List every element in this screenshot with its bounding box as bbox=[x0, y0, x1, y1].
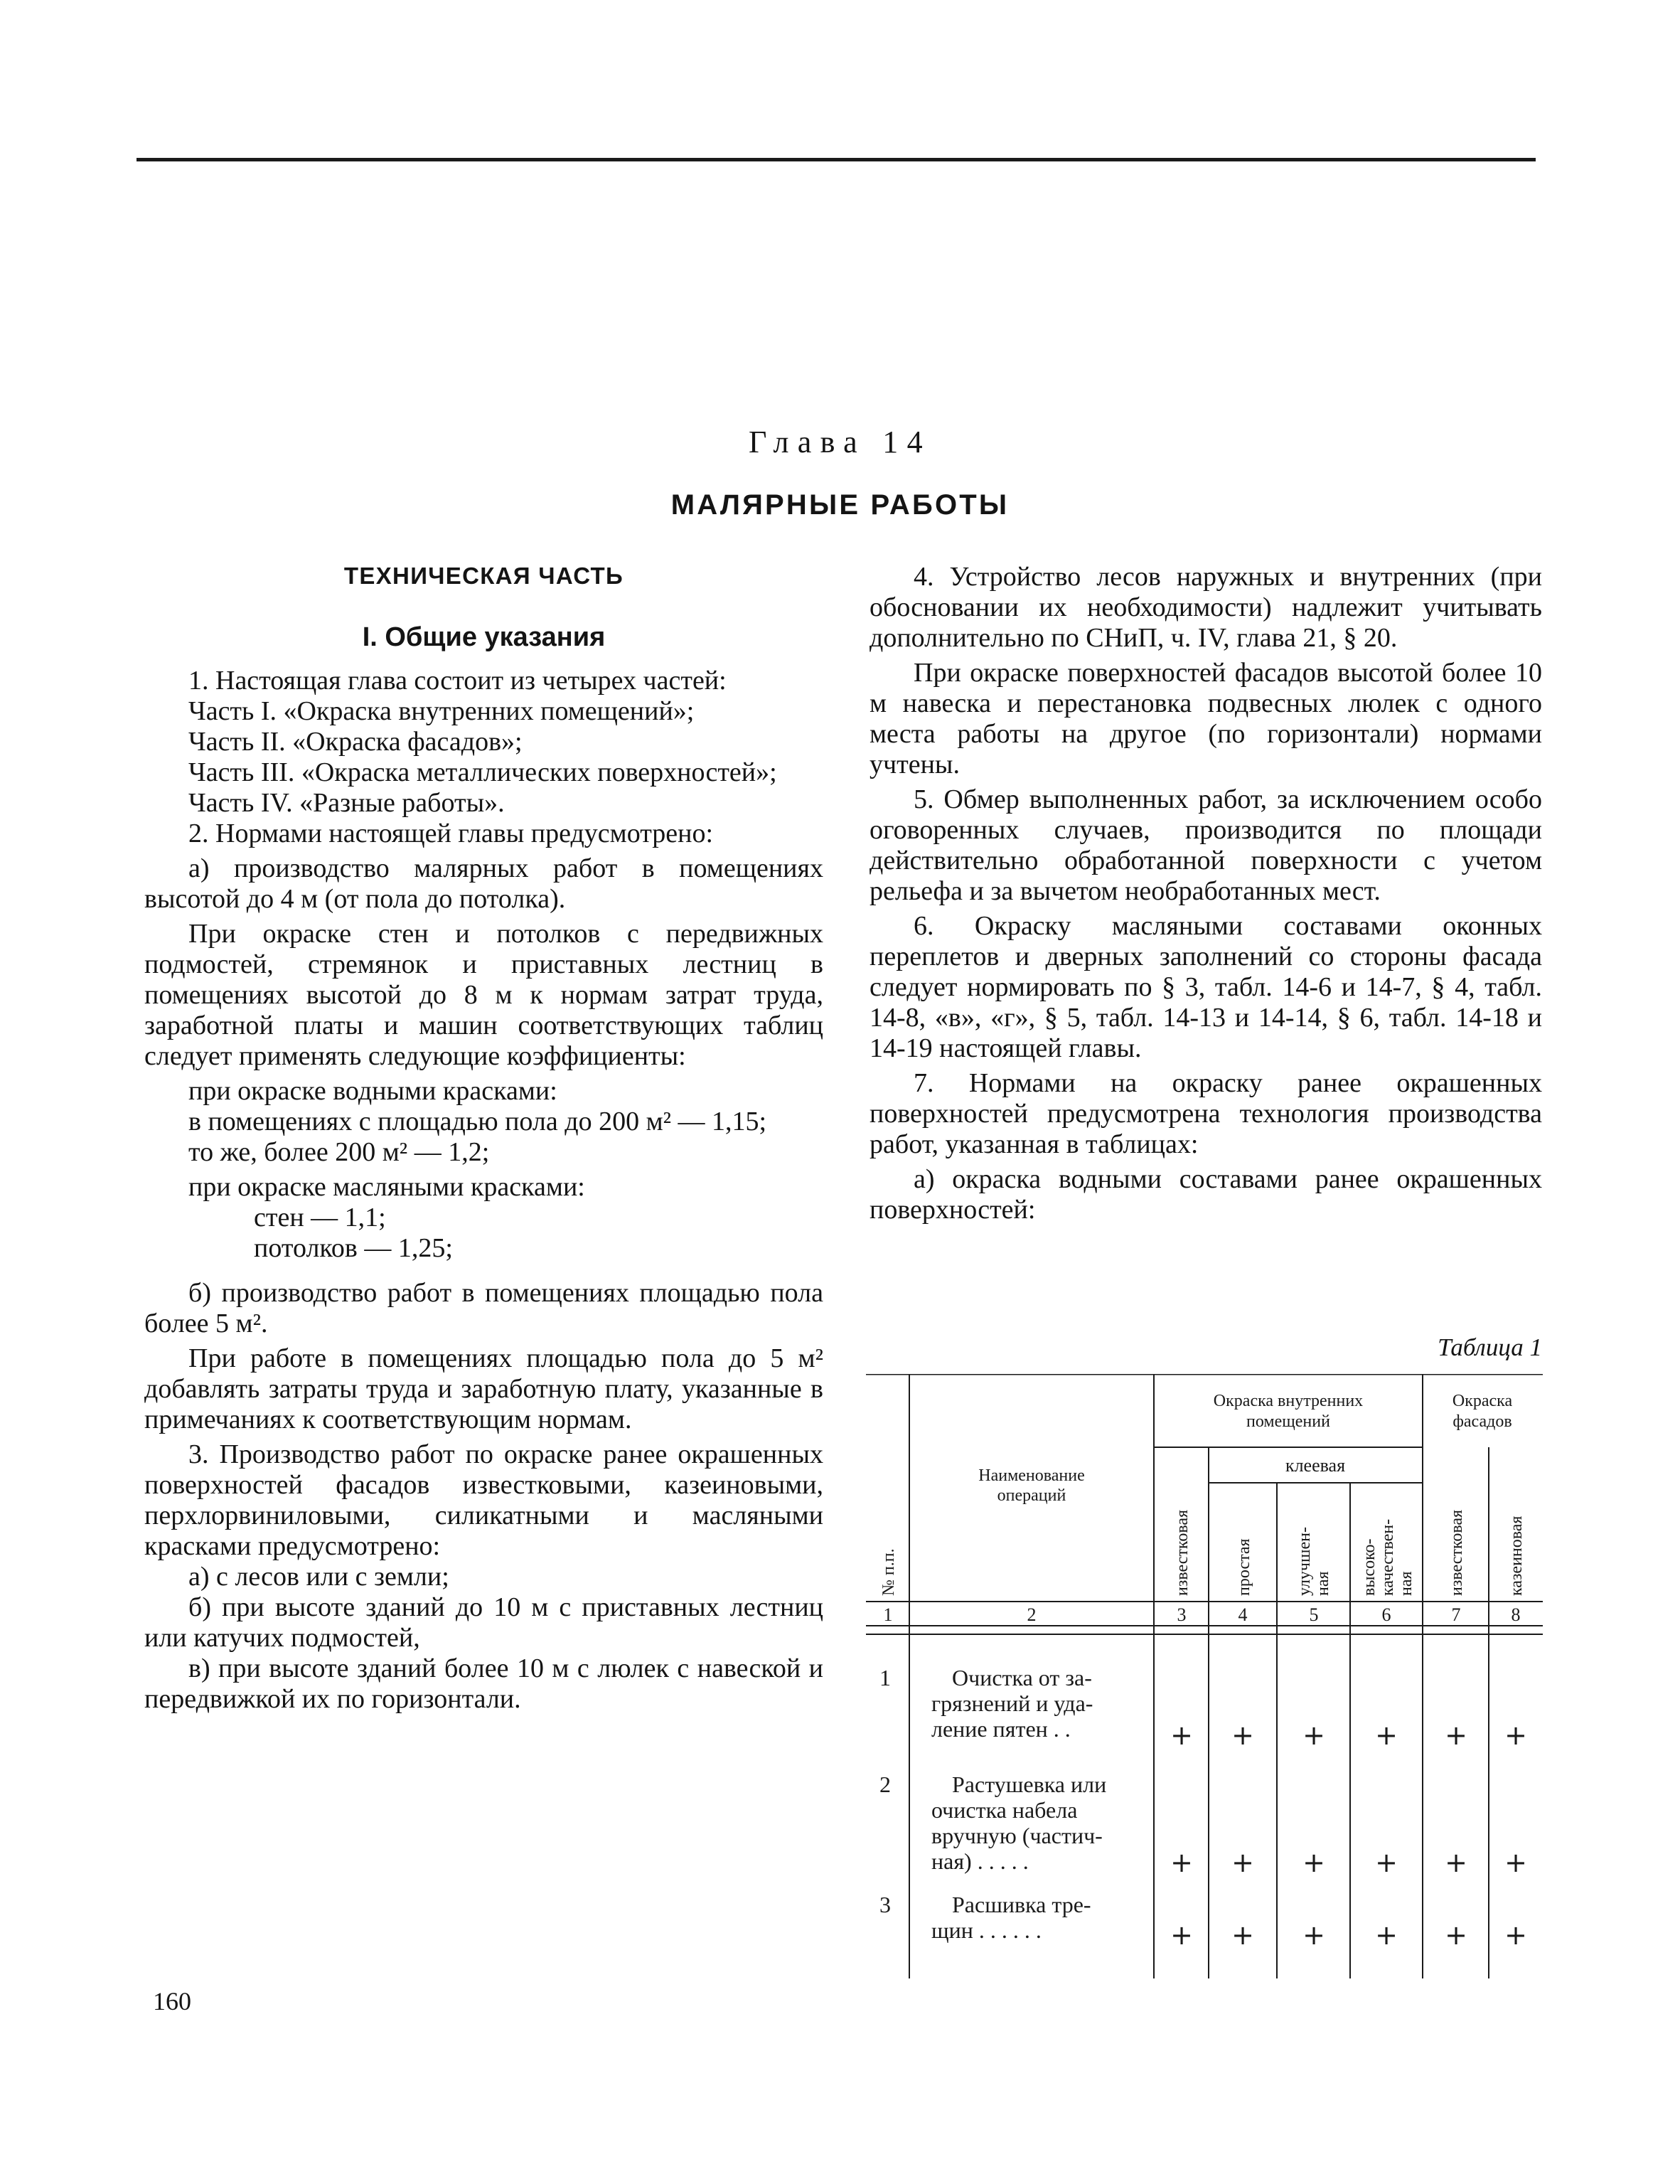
row-1-number: 1 bbox=[879, 1665, 891, 1690]
row-3-mark-lime-inner: + bbox=[1170, 1919, 1193, 1951]
coef-oil-2: потолков — 1,25; bbox=[254, 1233, 453, 1263]
coef-water-heading: при окраске водными красками: bbox=[188, 1076, 557, 1106]
header-operation-name-line2: операций bbox=[997, 1486, 1066, 1505]
coef-oil-heading: при окраске масляными красками: bbox=[188, 1172, 585, 1202]
row-1-mark-lime-facade: + bbox=[1445, 1720, 1467, 1751]
row-3-number: 3 bbox=[879, 1892, 891, 1917]
paragraph-7: 7. Нормами на окраску ранее окрашенных поверхностей предусмотрена технология производства работ, указанная в таблицах: bbox=[870, 1068, 1542, 1159]
column-number-8: 8 bbox=[1511, 1604, 1521, 1625]
left-column bbox=[144, 562, 823, 1715]
column-number-4: 4 bbox=[1238, 1604, 1248, 1625]
header-glue-subgroup: клеевая bbox=[1285, 1455, 1346, 1476]
row-2-mark-improved: + bbox=[1302, 1847, 1325, 1878]
paragraph-7a: а) окраска водными составами ранее окрашенных поверхностей: bbox=[870, 1164, 1542, 1225]
header-simple: простая bbox=[1235, 1538, 1253, 1596]
paragraph-2-coef-intro: При окраске стен и потолков с передвижных подмостей, стремянок и приставных лестниц в помещениях высотой до 8 м к нормам затрат труда, заработной платы и машин соответствующих таблиц следует применять следующие коэффициенты: bbox=[144, 919, 823, 1071]
row-1-name-line2: грязнений и уда- bbox=[931, 1690, 1093, 1716]
row-1-mark-improved: + bbox=[1302, 1720, 1325, 1751]
row-2-name-line2: очистка набела bbox=[931, 1797, 1078, 1823]
row-3-name-line2: щин . . . . . . bbox=[931, 1917, 1042, 1943]
paragraph-2-small-rooms: При работе в помещениях площадью пола до 5 м² добавлять затраты труда и заработную плату, указанные в примечаниях к соответствующим нормам. bbox=[144, 1343, 823, 1434]
row-1-mark-lime-inner: + bbox=[1170, 1720, 1193, 1751]
header-high-quality-line1: высоко- bbox=[1360, 1538, 1379, 1596]
row-1-mark-high-quality: + bbox=[1375, 1720, 1398, 1751]
table-caption: Таблица 1 bbox=[1438, 1333, 1542, 1361]
row-1-mark-casein: + bbox=[1504, 1720, 1527, 1751]
row-2-mark-high-quality: + bbox=[1375, 1847, 1398, 1878]
column-number-1: 1 bbox=[883, 1604, 893, 1625]
row-1-name-line3: ление пятен . . bbox=[931, 1716, 1071, 1742]
coef-water-2: то же, более 200 м² — 1,2; bbox=[188, 1137, 490, 1167]
row-2-mark-lime-facade: + bbox=[1445, 1847, 1467, 1878]
row-2-mark-casein: + bbox=[1504, 1847, 1527, 1878]
header-high-quality-line3: ная bbox=[1397, 1571, 1416, 1596]
chapter-label: Глава 14 bbox=[749, 425, 931, 459]
column-number-5: 5 bbox=[1309, 1604, 1319, 1625]
header-facade-painting-line1: Окраска bbox=[1452, 1392, 1513, 1410]
chapter-title: МАЛЯРНЫЕ РАБОТЫ bbox=[670, 489, 1010, 521]
row-1-mark-simple: + bbox=[1231, 1720, 1254, 1751]
row-3-mark-improved: + bbox=[1302, 1919, 1325, 1951]
header-facade-painting-line2: фасадов bbox=[1452, 1412, 1512, 1431]
paragraph-1: 1. Настоящая глава состоит из четырех частей: bbox=[188, 666, 727, 696]
header-improved-line1: улучшен- bbox=[1295, 1527, 1314, 1596]
top-rule bbox=[137, 158, 1536, 161]
header-improved-line2: ная bbox=[1314, 1571, 1332, 1596]
header-inner-painting-line2: помещений bbox=[1246, 1412, 1330, 1431]
column-number-2: 2 bbox=[1027, 1604, 1037, 1625]
right-column bbox=[870, 562, 1542, 1225]
paragraph-2b: б) производство работ в помещениях площадью пола более 5 м². bbox=[144, 1278, 823, 1338]
paragraph-3c: в) при высоте зданий более 10 м с люлек с навеской и передвижкой их по горизонтали. bbox=[144, 1653, 823, 1714]
header-row-number: № п.п. bbox=[879, 1548, 898, 1596]
part-3-item: Часть III. «Окраска металлических поверхностей»; bbox=[188, 757, 777, 787]
part-4-item: Часть IV. «Разные работы». bbox=[188, 788, 505, 818]
row-3-name-line1: Расшивка тре- bbox=[952, 1892, 1091, 1917]
paragraph-2a: а) производство малярных работ в помещениях высотой до 4 м (от пола до потолка). bbox=[144, 853, 823, 914]
coef-oil-1: стен — 1,1; bbox=[254, 1203, 386, 1232]
header-inner-painting-line1: Окраска внутренних bbox=[1213, 1392, 1364, 1410]
row-1-name-line1: Очистка от за- bbox=[952, 1665, 1092, 1690]
subsection-heading: I. Общие указания bbox=[362, 622, 606, 652]
row-3-mark-high-quality: + bbox=[1375, 1919, 1398, 1951]
row-2-number: 2 bbox=[879, 1772, 891, 1797]
row-2-mark-lime-inner: + bbox=[1170, 1847, 1193, 1878]
row-3-mark-casein: + bbox=[1504, 1919, 1527, 1951]
row-2-mark-simple: + bbox=[1231, 1847, 1254, 1878]
part-2-item: Часть II. «Окраска фасадов»; bbox=[188, 727, 523, 757]
page-number: 160 bbox=[153, 1987, 191, 2015]
header-lime-facade: известковая bbox=[1448, 1509, 1466, 1596]
row-3-mark-lime-facade: + bbox=[1445, 1919, 1467, 1951]
paragraph-3a: а) с лесов или с земли; bbox=[188, 1562, 449, 1592]
header-operation-name-line1: Наименование bbox=[978, 1466, 1085, 1485]
header-lime-inner: известковая bbox=[1173, 1509, 1192, 1596]
header-casein: казеиновая bbox=[1507, 1516, 1526, 1596]
paragraph-4: 4. Устройство лесов наружных и внутренних (при обосновании их необходимости) надлежит учитывать дополнительно по СНиП, ч. IV, глава 21, § 20. bbox=[870, 562, 1542, 653]
row-3-mark-simple: + bbox=[1231, 1919, 1254, 1951]
row-2-name-line3: вручную (частич- bbox=[931, 1823, 1103, 1848]
operations-table bbox=[866, 1374, 1548, 1978]
header-high-quality-line2: качествен- bbox=[1379, 1518, 1397, 1596]
row-2-name-line4: ная) . . . . . bbox=[931, 1848, 1029, 1874]
paragraph-6: 6. Окраску масляными составами оконных переплетов и дверных заполнений со стороны фасада следует нормировать по § 3, табл. 14-6 и 14-7, § 4, табл. 14-8, «в», «г», § 5, табл. 14-13 и 14-14, § 6, табл. 14-18 и 14-19 настоящей главы. bbox=[870, 911, 1542, 1063]
paragraph-5: 5. Обмер выполненных работ, за исключением особо оговоренных случаев, производится по площади действительно обработанной поверхности с учетом рельефа и за вычетом необработанных мест. bbox=[870, 784, 1542, 906]
column-number-3: 3 bbox=[1177, 1604, 1187, 1625]
column-number-7: 7 bbox=[1451, 1604, 1461, 1625]
section-heading: ТЕХНИЧЕСКАЯ ЧАСТЬ bbox=[343, 563, 624, 589]
paragraph-3b: б) при высоте зданий до 10 м с приставных лестниц или катучих подмостей, bbox=[144, 1592, 823, 1653]
coef-water-1: в помещениях с площадью пола до 200 м² — 1,15; bbox=[188, 1107, 767, 1136]
row-2-name-line1: Растушевка или bbox=[952, 1772, 1107, 1797]
paragraph-2: 2. Нормами настоящей главы предусмотрено: bbox=[188, 819, 714, 848]
paragraph-3: 3. Производство работ по окраске ранее окрашенных поверхностей фасадов известковыми, казеиновыми, перхлорвиниловыми, силикатными и масляными красками предусмотрено: bbox=[144, 1439, 823, 1561]
paragraph-4b: При окраске поверхностей фасадов высотой более 10 м навеска и перестановка подвесных люлек с одного места работы на другое (по горизонтали) нормами учтены. bbox=[870, 658, 1542, 779]
part-1-item: Часть I. «Окраска внутренних помещений»; bbox=[188, 696, 695, 726]
column-number-6: 6 bbox=[1381, 1604, 1391, 1625]
